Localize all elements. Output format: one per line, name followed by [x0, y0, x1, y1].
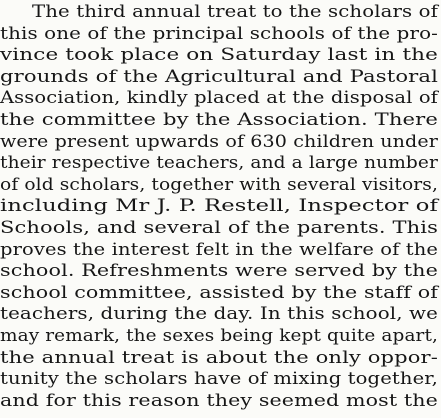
text-line	[0, 218, 441, 240]
text-line	[0, 67, 441, 89]
text-line-content: of old scholars, together with several visitors,	[0, 174, 438, 195]
text-line	[0, 348, 441, 370]
text-line-content: Schools, and several of the parents. This	[0, 217, 439, 238]
text-line-content: The third annual treat to the scholars of	[32, 2, 438, 22]
text-line-content: including Mr J. P. Restell, Inspector of	[0, 196, 438, 217]
text-line	[0, 175, 441, 197]
text-line	[0, 132, 441, 154]
text-line	[0, 24, 441, 46]
text-line	[0, 261, 441, 283]
text-line-content: tunity the scholars have of mixing together,	[0, 369, 438, 390]
text-line-content: teachers, during the day. In this school, we	[0, 304, 438, 325]
text-line-content: and for this reason they seemed most the	[0, 390, 438, 411]
text-line-content: may remark, the sexes being kept quite apart,	[0, 325, 438, 346]
text-line-content: were present upwards of 630 children under	[0, 131, 438, 152]
text-line	[0, 45, 441, 67]
text-line	[0, 2, 441, 24]
text-line	[0, 153, 441, 175]
text-line-content: school committee, assisted by the staff of	[0, 282, 439, 303]
text-line	[0, 391, 441, 413]
text-line-content: their respective teachers, and a large number	[0, 153, 438, 174]
article-body	[0, 2, 441, 412]
text-line	[0, 304, 441, 326]
text-line	[0, 88, 441, 110]
text-line-content: Association, kindly placed at the disposal of	[0, 88, 438, 109]
text-line	[0, 110, 441, 132]
text-line-content: proves the interest felt in the welfare of the	[0, 239, 439, 260]
text-line	[0, 369, 441, 391]
text-line	[0, 240, 441, 262]
text-line-content: school. Refreshments were served by the	[0, 261, 438, 282]
text-line	[0, 283, 441, 305]
text-line-content: the committee by the Association. There	[0, 109, 439, 130]
text-line	[0, 196, 441, 218]
text-line-content: this one of the principal schools of the pro-	[0, 23, 438, 44]
text-line	[0, 326, 441, 348]
text-line-content: grounds of the Agricultural and Pastoral	[0, 66, 439, 87]
text-line-content: vince took place on Saturday last in the	[0, 45, 439, 66]
text-line-content: the annual treat is about the only oppor-	[0, 347, 438, 368]
